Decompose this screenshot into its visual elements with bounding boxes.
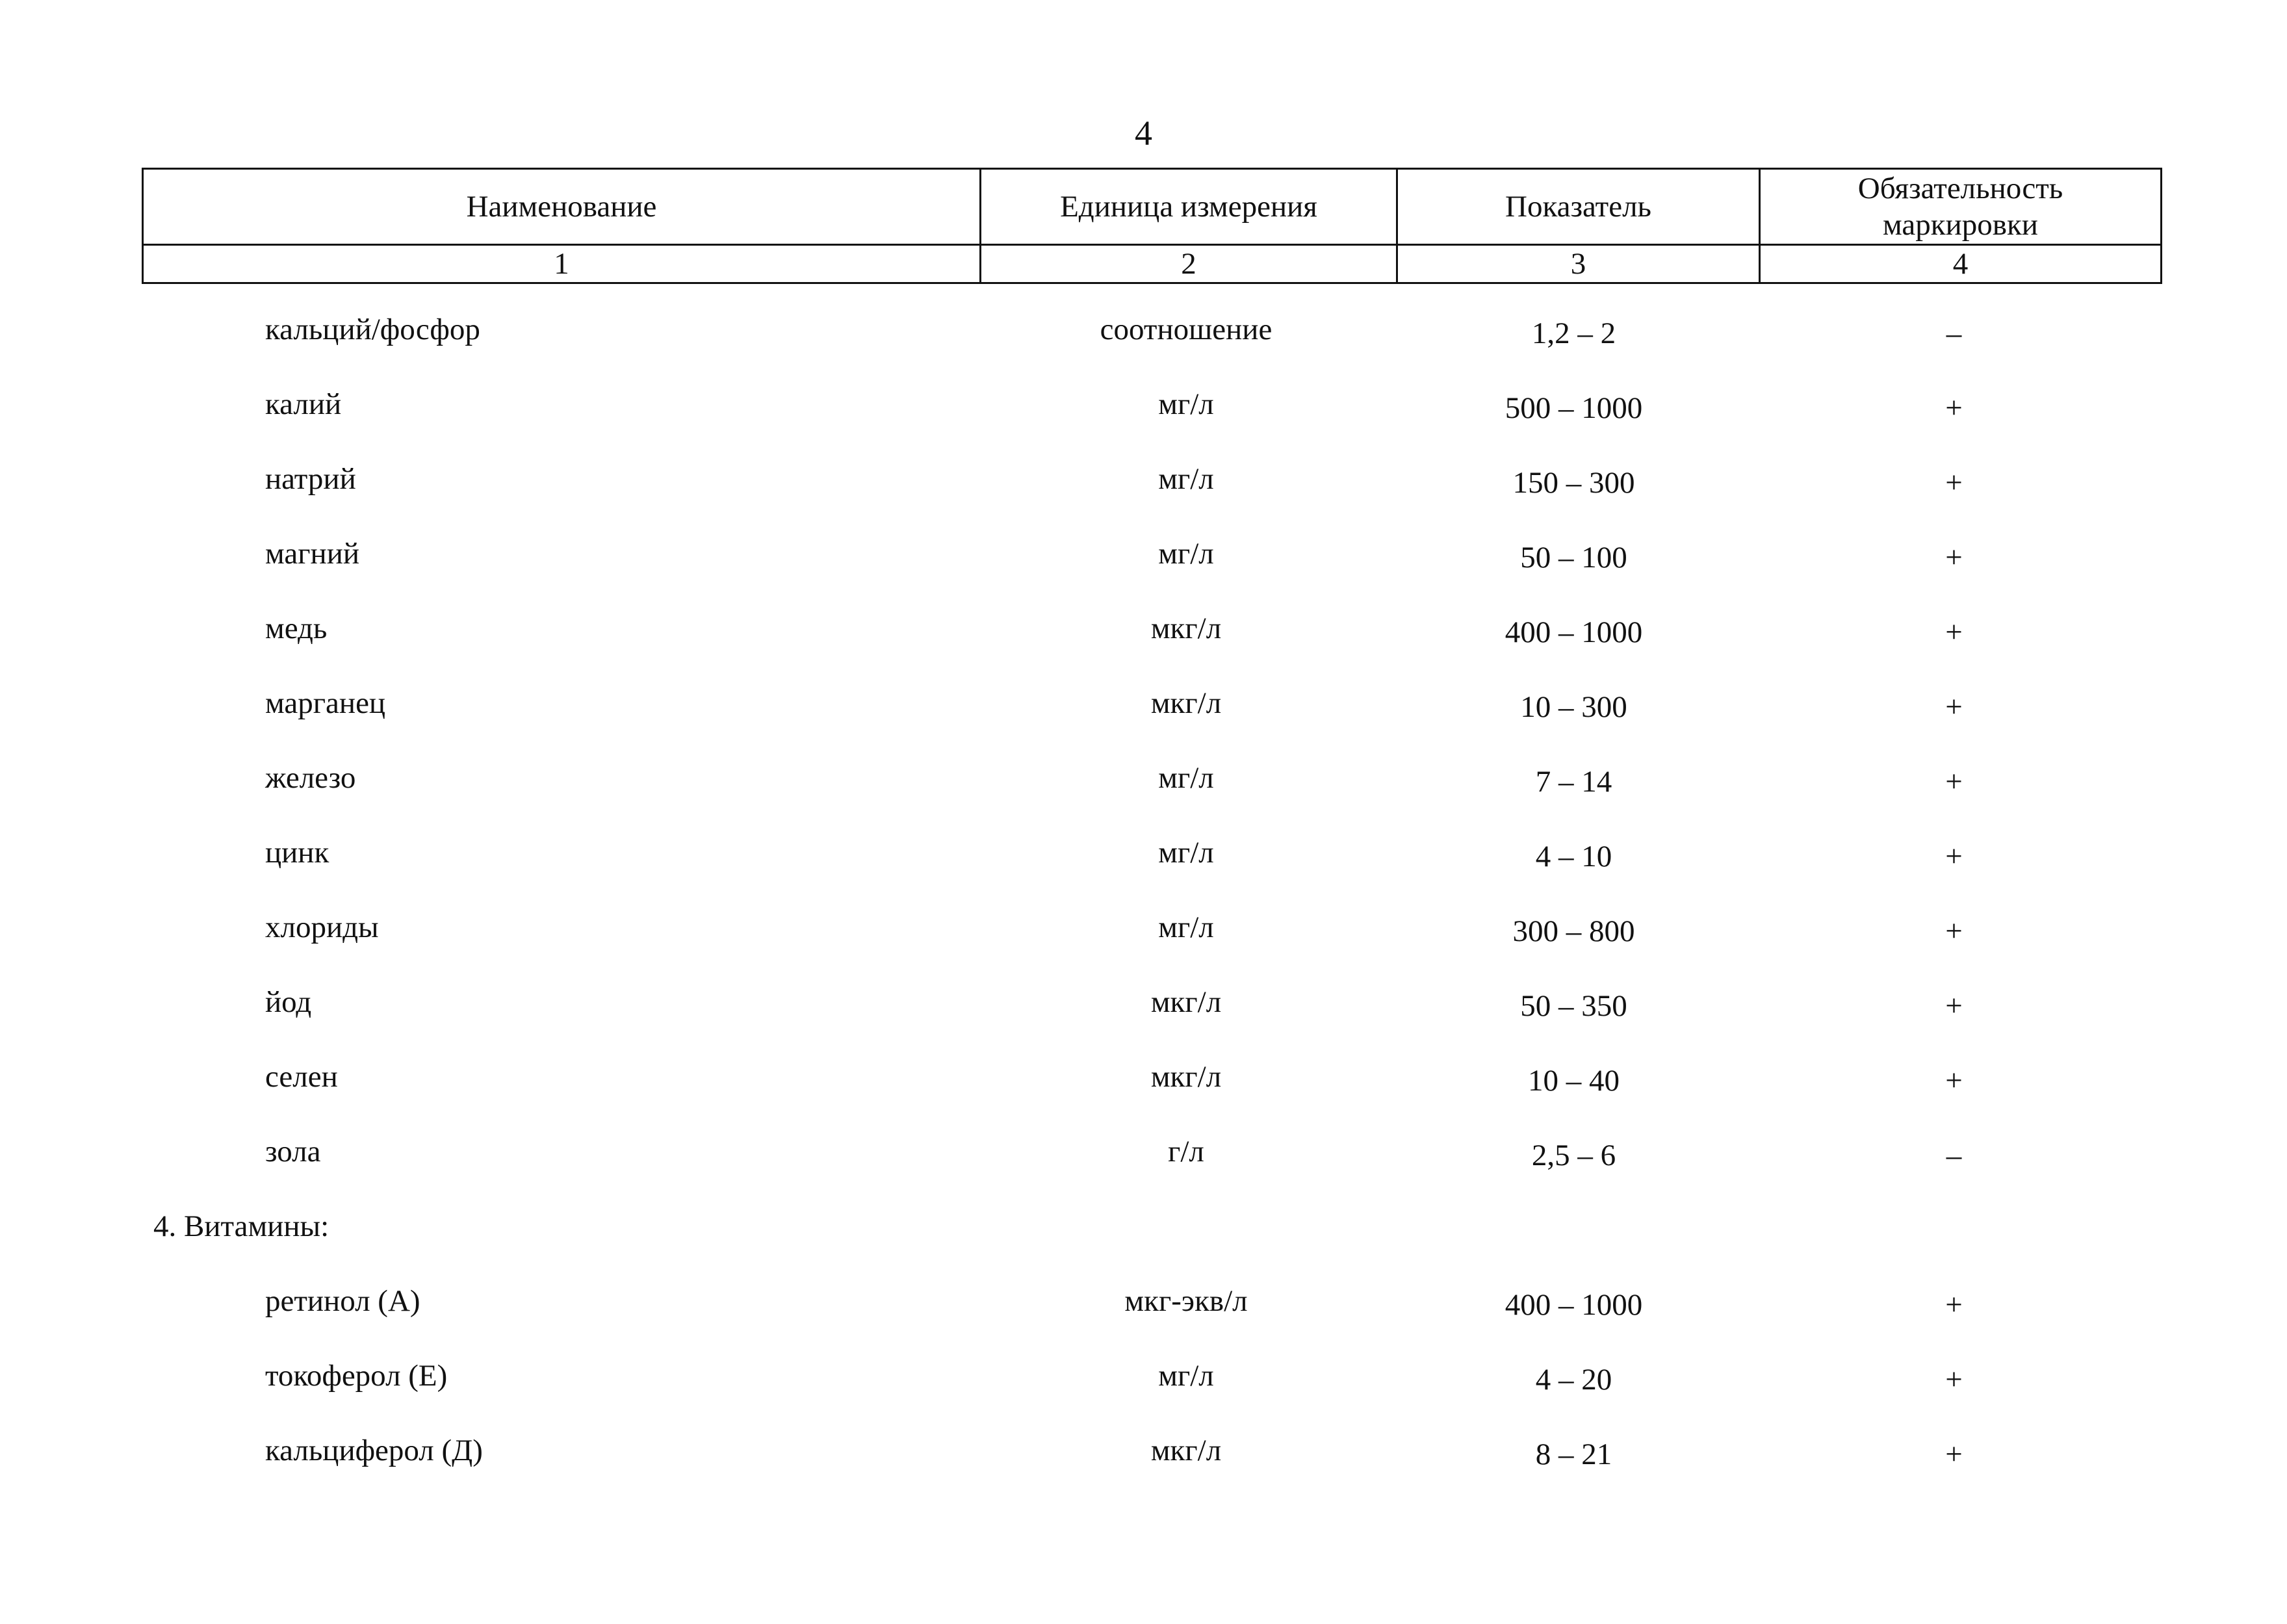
row-marking: + xyxy=(1945,1064,1963,1098)
row-value: 400 – 1000 xyxy=(1505,1288,1643,1322)
row-unit: мкг/л xyxy=(1150,1060,1222,1094)
row-marking: + xyxy=(1945,1437,1963,1471)
table-row xyxy=(0,680,2287,726)
row-name: кальциферол (Д) xyxy=(265,1434,483,1467)
row-marking: + xyxy=(1945,765,1963,799)
row-marking: + xyxy=(1945,989,1963,1023)
table-row xyxy=(0,307,2287,352)
row-unit: мкг/л xyxy=(1150,1434,1222,1467)
row-marking: + xyxy=(1945,1363,1963,1397)
row-unit: мг/л xyxy=(1158,462,1214,496)
table-row xyxy=(0,606,2287,651)
row-name: медь xyxy=(265,612,328,645)
row-name: ретинол (А) xyxy=(265,1284,420,1318)
row-marking: + xyxy=(1945,1288,1963,1322)
row-name: йод xyxy=(265,985,312,1019)
column-header-unit: Единица измерения xyxy=(981,169,1397,245)
row-marking: + xyxy=(1945,541,1963,574)
row-unit: мг/л xyxy=(1158,1359,1214,1393)
table-row xyxy=(0,456,2287,502)
column-number-1: 1 xyxy=(143,245,981,283)
row-marking: – xyxy=(1946,1139,1962,1172)
row-value: 1,2 – 2 xyxy=(1531,316,1616,350)
row-unit: мкг/л xyxy=(1150,985,1222,1019)
table-row xyxy=(0,830,2287,875)
row-marking: + xyxy=(1945,466,1963,500)
table-row xyxy=(0,905,2287,950)
row-marking: + xyxy=(1945,914,1963,948)
column-number-3: 3 xyxy=(1397,245,1760,283)
column-number-2: 2 xyxy=(981,245,1397,283)
row-unit: мкг-экв/л xyxy=(1124,1284,1248,1318)
row-name: зола xyxy=(265,1135,321,1168)
row-value: 50 – 350 xyxy=(1520,989,1627,1023)
row-unit: соотношение xyxy=(1100,313,1273,346)
row-name: калий xyxy=(265,387,342,421)
table-row xyxy=(0,1428,2287,1473)
table-row xyxy=(0,1278,2287,1324)
table-row xyxy=(0,1129,2287,1174)
row-unit: мг/л xyxy=(1158,537,1214,571)
row-value: 2,5 – 6 xyxy=(1531,1139,1616,1172)
row-value: 7 – 14 xyxy=(1535,765,1612,799)
row-name: натрий xyxy=(265,462,356,496)
row-name: кальций/фосфор xyxy=(265,313,480,346)
row-unit: мг/л xyxy=(1158,910,1214,944)
row-name: железо xyxy=(265,761,356,795)
row-name: хлориды xyxy=(265,910,379,944)
row-value: 50 – 100 xyxy=(1520,541,1627,574)
row-value: 4 – 20 xyxy=(1535,1363,1612,1397)
table-row xyxy=(0,381,2287,427)
row-value: 300 – 800 xyxy=(1512,914,1635,948)
row-value: 10 – 40 xyxy=(1528,1064,1620,1098)
table-row xyxy=(0,531,2287,576)
table-row xyxy=(0,979,2287,1025)
table-row xyxy=(0,1054,2287,1100)
row-marking: + xyxy=(1945,840,1963,873)
row-value: 150 – 300 xyxy=(1512,466,1635,500)
row-marking: + xyxy=(1945,391,1963,425)
row-value: 400 – 1000 xyxy=(1505,615,1643,649)
row-unit: мг/л xyxy=(1158,761,1214,795)
row-name: марганец xyxy=(265,686,386,720)
row-name: цинк xyxy=(265,836,329,870)
column-header-value: Показатель xyxy=(1397,169,1760,245)
table-row xyxy=(0,755,2287,801)
row-unit: мкг/л xyxy=(1150,686,1222,720)
page-number: 4 xyxy=(1135,114,1152,153)
row-unit: мг/л xyxy=(1158,836,1214,870)
row-value: 500 – 1000 xyxy=(1505,391,1643,425)
row-value: 4 – 10 xyxy=(1535,840,1612,873)
row-marking: + xyxy=(1945,690,1963,724)
row-value: 8 – 21 xyxy=(1535,1437,1612,1471)
row-unit: мкг/л xyxy=(1150,612,1222,645)
column-header-marking-label: Обязательность маркировки xyxy=(1857,172,2063,242)
row-unit: мг/л xyxy=(1158,387,1214,421)
section-title-vitamins: 4. Витамины: xyxy=(153,1209,329,1243)
table-row xyxy=(0,1353,2287,1398)
row-name: токоферол (Е) xyxy=(265,1359,448,1393)
row-marking: – xyxy=(1946,316,1962,350)
row-name: селен xyxy=(265,1060,338,1094)
row-name: магний xyxy=(265,537,360,571)
row-value: 10 – 300 xyxy=(1520,690,1627,724)
column-number-4: 4 xyxy=(1760,245,2162,283)
row-unit: г/л xyxy=(1168,1135,1204,1168)
row-marking: + xyxy=(1945,615,1963,649)
column-header-name: Наименование xyxy=(143,169,981,245)
